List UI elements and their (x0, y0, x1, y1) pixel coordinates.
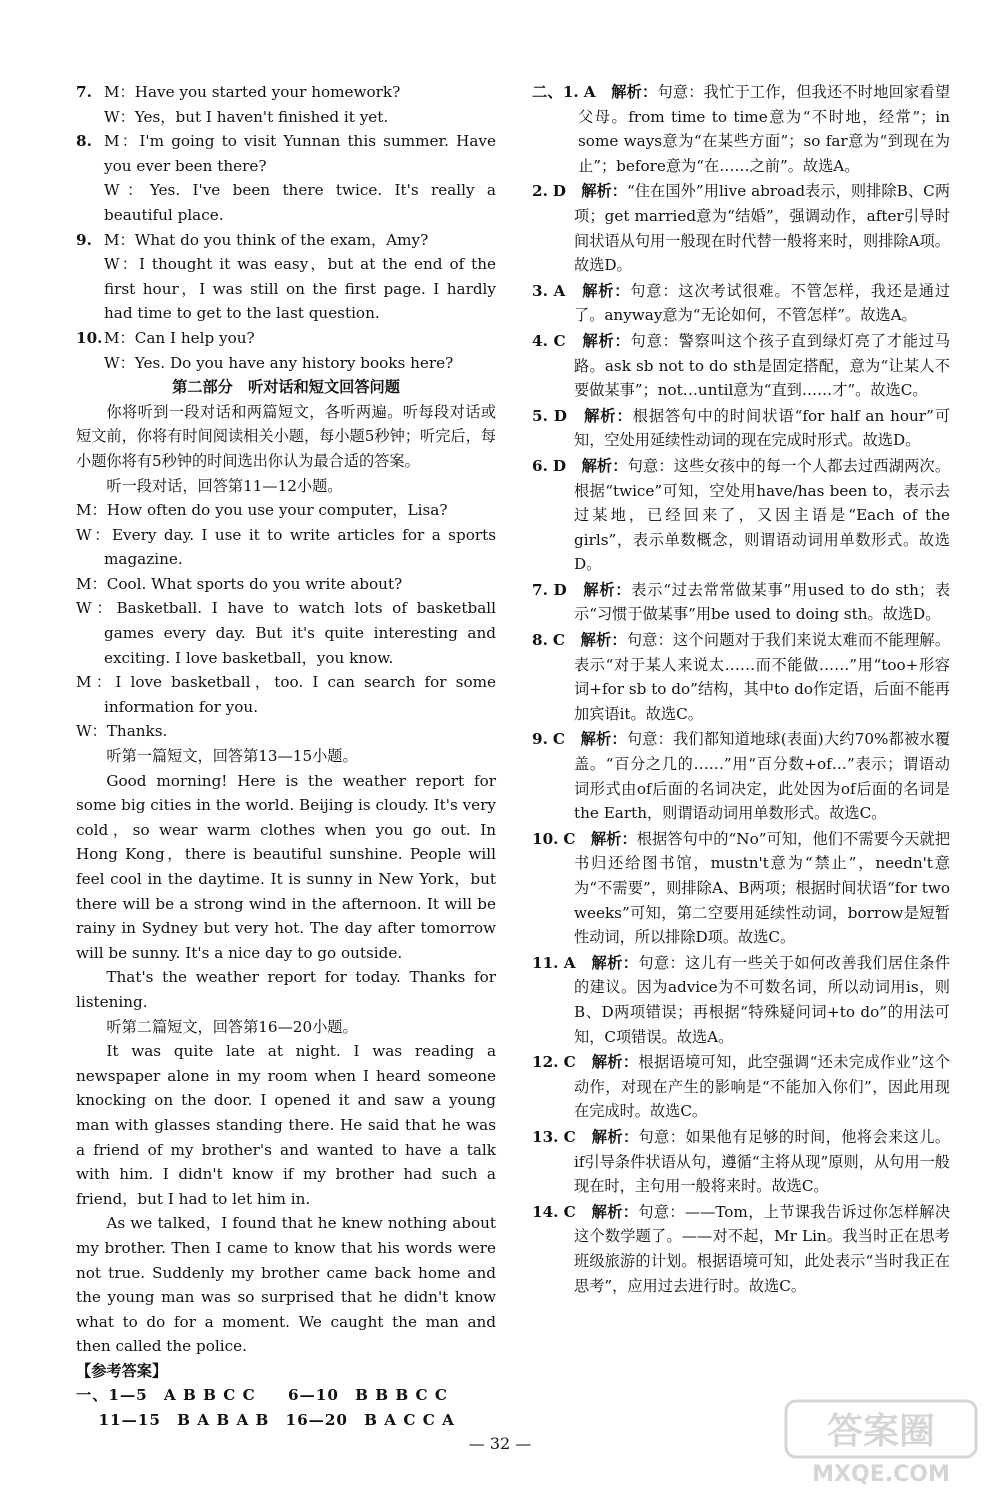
explanation-text: 句意：如果他有足够的时间，他将会来这儿。if引导条件状语从句，遵循“主将从现”原则，从句用一般现在时，主句用一般将来时。故选C。 (574, 1127, 951, 1196)
jiexi-label: 解析： (583, 580, 632, 599)
explanation-text: 根据答句中的时间状语“for half an hour”可知，空处用延续性动词的现在完成时形式。故选D。 (574, 406, 951, 450)
explanation-item (532, 454, 950, 577)
explanation-item (532, 404, 950, 453)
explanation-item (532, 578, 950, 627)
item-number: 7. (532, 580, 548, 599)
section-instructions: 你将听到一段对话和两篇短文，各听两遍。听每段对话或短文前，你将有时间阅读相关小题，每小题5秒钟；听完后，每小题你将有5秒钟的时间选出你认为最合适的答案。 (76, 402, 496, 470)
explanation-text: 句意：——Tom，上节课我告诉过你怎样解决这个数学题了。——对不起，Mr Lin。我当时正在思考班级旅游的计划。根据语境可知，此处表示“当时我正在思考”，应用过去进行时。故选C。 (574, 1202, 951, 1295)
explanation-item (532, 80, 950, 178)
answer-key-row: 一、1—5 A B B C C 6—10 B B B C C (76, 1386, 448, 1405)
item-answer: C (552, 730, 565, 749)
item-number: 8. (532, 631, 548, 650)
left-column (76, 80, 496, 1433)
dialogue-line (76, 326, 496, 351)
item-answer: D (552, 456, 567, 475)
item-number: 12. (532, 1053, 559, 1072)
item-answer: C (563, 1127, 576, 1146)
item-number: 9. (532, 730, 548, 749)
passage2-intro: 听第二篇短文，回答第16—20小题。 (106, 1017, 358, 1036)
explanation-text: 句意：我忙于工作，但我还不时地回家看望父母。from time to time意为“不时地，经常”；in some ways意为“在某些方面”；so far意为“到现在为止”；before意为“在……之前”。故选A。 (578, 83, 951, 175)
jiexi-label: 解析： (582, 281, 631, 300)
explanation-text: 句意：这次考试很难。不管怎样，我还是通过了。anyway意为“无论如何，不管怎样”。故选A。 (574, 281, 951, 325)
dialogue-text: M：I'm going to visit Yunnan this summer. Have you ever been there? (104, 132, 496, 175)
item-answer: A (563, 953, 576, 972)
item-answer: A (553, 281, 566, 300)
question-number: 10. (76, 328, 103, 347)
item-answer: C (563, 1053, 576, 1072)
explanation-text: 句意：这个问题对于我们来说太难而不能理解。表示“对于某人来说太……而不能做……”用“too+形容词+for sb to do”结构，其中to do作定语，后面不能再加宾语it。故选C。 (574, 631, 951, 723)
item-number: 3. (532, 281, 548, 300)
dialog-line: W：Thanks. (76, 722, 168, 741)
dialogue-text: M：Can I help you? (104, 328, 255, 347)
passage2-paragraph: It was quite late at night. I was reading a newspaper alone in my room when I heard someone knocking on the door. I opened it and saw a young man with glasses standing there. He said that he was a friend of my brother's and wanted to have a talk with him. I didn't know if my brother had such a friend，but I had to let him in. (76, 1042, 496, 1208)
dialogue-line (76, 105, 496, 130)
dialog-line: M：How often do you use your computer，Lisa? (76, 501, 448, 520)
item-number: 5. (532, 406, 548, 425)
item-answer: C (563, 1202, 576, 1221)
right-column (532, 80, 950, 1299)
jiexi-label: 解析： (591, 1127, 639, 1146)
dialog-line: M：I love basketball，too. I can search for some information for you. (76, 673, 496, 716)
explanation-text: 表示“过去常常做某事”用used to do sth；表示“习惯于做某事”用be used to doing sth。故选D。 (574, 580, 951, 624)
dialog-intro: 听一段对话，回答第11—12小题。 (106, 476, 343, 495)
jiexi-label: 解析： (591, 1053, 639, 1072)
answer-key-row: 11—15 B A B A B 16—20 B A C C A (76, 1411, 455, 1430)
passage1-paragraph: That's the weather report for today. Thanks for listening. (76, 968, 496, 1011)
explanation-item (532, 1125, 950, 1199)
dialogue-line (76, 252, 496, 326)
dialogue-line (76, 80, 496, 105)
dialogue-text: M：Have you started your homework? (104, 83, 401, 101)
passage1-intro: 听第一篇短文，回答第13—15小题。 (106, 747, 358, 766)
dialogue-text: M：What do you think of the exam，Amy? (104, 230, 429, 249)
item-answer: D (553, 580, 567, 599)
item-answer: C (553, 331, 566, 350)
dialog-line: M：Cool. What sports do you write about? (76, 574, 403, 593)
dialogue-line (76, 228, 496, 253)
item-number: 二、1. (532, 83, 579, 101)
jiexi-label: 解析： (591, 1202, 639, 1221)
explanation-item (532, 179, 950, 277)
jiexi-label: 解析： (580, 730, 627, 749)
jiexi-label: 解析： (611, 83, 658, 101)
explanation-item (532, 329, 950, 403)
item-answer: D (552, 182, 566, 201)
dialogue-text: W：Yes. Do you have any history books here? (104, 353, 454, 372)
explanation-text: “住在国外”用live abroad表示，则排除B、C两项；get married意为“结婚”，强调动作，after引导时间状语从句用一般现在时代替一般将来时，则排除A项。故选D。 (574, 182, 951, 275)
explanation-item (532, 727, 950, 825)
jiexi-label: 解析： (580, 631, 627, 650)
dialog-line: W：Basketball. I have to watch lots of basketball games every day. But it's quite interesting and exciting. I love basketball，you know. (76, 599, 496, 667)
dialogue-line (76, 351, 496, 376)
page-number: — 32 — (468, 1434, 532, 1453)
dialogue-text: W：Yes，but I haven't finished it yet. (104, 107, 389, 126)
item-number: 14. (532, 1202, 559, 1221)
question-number: 7. (76, 83, 92, 101)
explanation-item (532, 1200, 950, 1298)
dialog-line: W：Every day. I use it to write articles for a sports magazine. (76, 525, 496, 569)
jiexi-label: 解析： (591, 953, 639, 972)
item-answer: C (563, 829, 576, 848)
explanation-text: 句意：这儿有一些关于如何改善我们居住条件的建议。因为advice为不可数名词，所以动词用is，则B、D两项错误；再根据“特殊疑问词+to do”的用法可知，C项错误。故选A。 (574, 953, 951, 1046)
watermark-logo (782, 1395, 982, 1490)
explanation-item (532, 951, 950, 1049)
item-answer: D (553, 406, 567, 425)
jiexi-label: 解析： (582, 331, 631, 350)
dialogue-line (76, 129, 496, 178)
section-title: 第二部分 听对话和短文回答问题 (172, 378, 400, 397)
svg-text:答案圈: 答案圈 (826, 1411, 936, 1452)
jiexi-label: 解析： (581, 182, 628, 201)
explanation-text: 句意：我们都知道地球(表面)大约70%都被水覆盖。“百分之几的……”用“百分数+of…”表示；谓语动词形式由of后面的名词决定，此处因为of后面的名词是the Earth，则谓语动词用单数形式。故选C。 (574, 730, 951, 823)
explanation-item (532, 1050, 950, 1124)
question-number: 8. (76, 132, 92, 151)
answer-key-title: 【参考答案】 (76, 1361, 168, 1380)
item-number: 2. (532, 182, 548, 201)
item-answer: C (552, 631, 565, 650)
item-number: 13. (532, 1127, 559, 1146)
explanation-text: 根据语境可知，此空强调“还未完成作业”这个动作，对现在产生的影响是“不能加入你们”，因此用现在完成时。故选C。 (574, 1053, 951, 1121)
item-number: 6. (532, 456, 548, 475)
explanation-text: 根据答句中的“No”可知，他们不需要今天就把书归还给图书馆，mustn't意为“禁止”，needn't意为“不需要”，则排除A、B两项；根据时间状语“for two weeks”可知，第二空要用延续性动词，borrow是短暂性动词，所以排除D项。故选C。 (574, 829, 951, 947)
question-number: 9. (76, 230, 92, 249)
explanation-text: 句意：这些女孩中的每一个人都去过西湖两次。根据“twice”可知，空处用have/has been to，表示去过某地，已经回来了，又因主语是“Each of the girls”，表示单数概念，则谓语动词用单数形式。故选D。 (574, 456, 951, 574)
explanation-item (532, 628, 950, 726)
jiexi-label: 解析： (581, 456, 628, 475)
item-answer: A (583, 83, 596, 101)
passage2-paragraph: As we talked，I found that he knew nothing about my brother. Then I came to know that his words were not true. Suddenly my brother came back home and the young man was so surprised that he didn't know what to do for a moment. We caught the man and then called the police. (76, 1214, 496, 1356)
explanation-item (532, 827, 950, 950)
item-number: 4. (532, 331, 548, 350)
jiexi-label: 解析： (584, 406, 633, 425)
dialogue-line (76, 178, 496, 227)
passage1-paragraph: Good morning! Here is the weather report for some big cities in the world. Beijing is cloudy. It's very cold，so wear warm clothes when you go out. In Hong Kong，there is beautiful sunshine. People will feel cool in the daytime. It is sunny in New York，but there will be a strong wind in the afternoon. It will be rainy in Sydney but very hot. The day after tomorrow will be sunny. It's a nice day to go outside. (76, 771, 496, 962)
dialogue-text: W：Yes. I've been there twice. It's really a beautiful place. (104, 181, 496, 224)
explanation-text: 句意：警察叫这个孩子直到绿灯亮了才能过马路。ask sb not to do sth是固定搭配，意为“让某人不要做某事”；not…until意为“直到……才”。故选C。 (574, 331, 951, 400)
item-number: 10. (532, 829, 559, 848)
svg-text:MXQE.COM: MXQE.COM (812, 1462, 950, 1487)
explanation-item (532, 279, 950, 328)
dialogue-text: W：I thought it was easy，but at the end of the first hour，I was still on the first page. I hardly had time to get to the last question. (104, 255, 496, 323)
item-number: 11. (532, 953, 559, 972)
jiexi-label: 解析： (590, 829, 637, 848)
